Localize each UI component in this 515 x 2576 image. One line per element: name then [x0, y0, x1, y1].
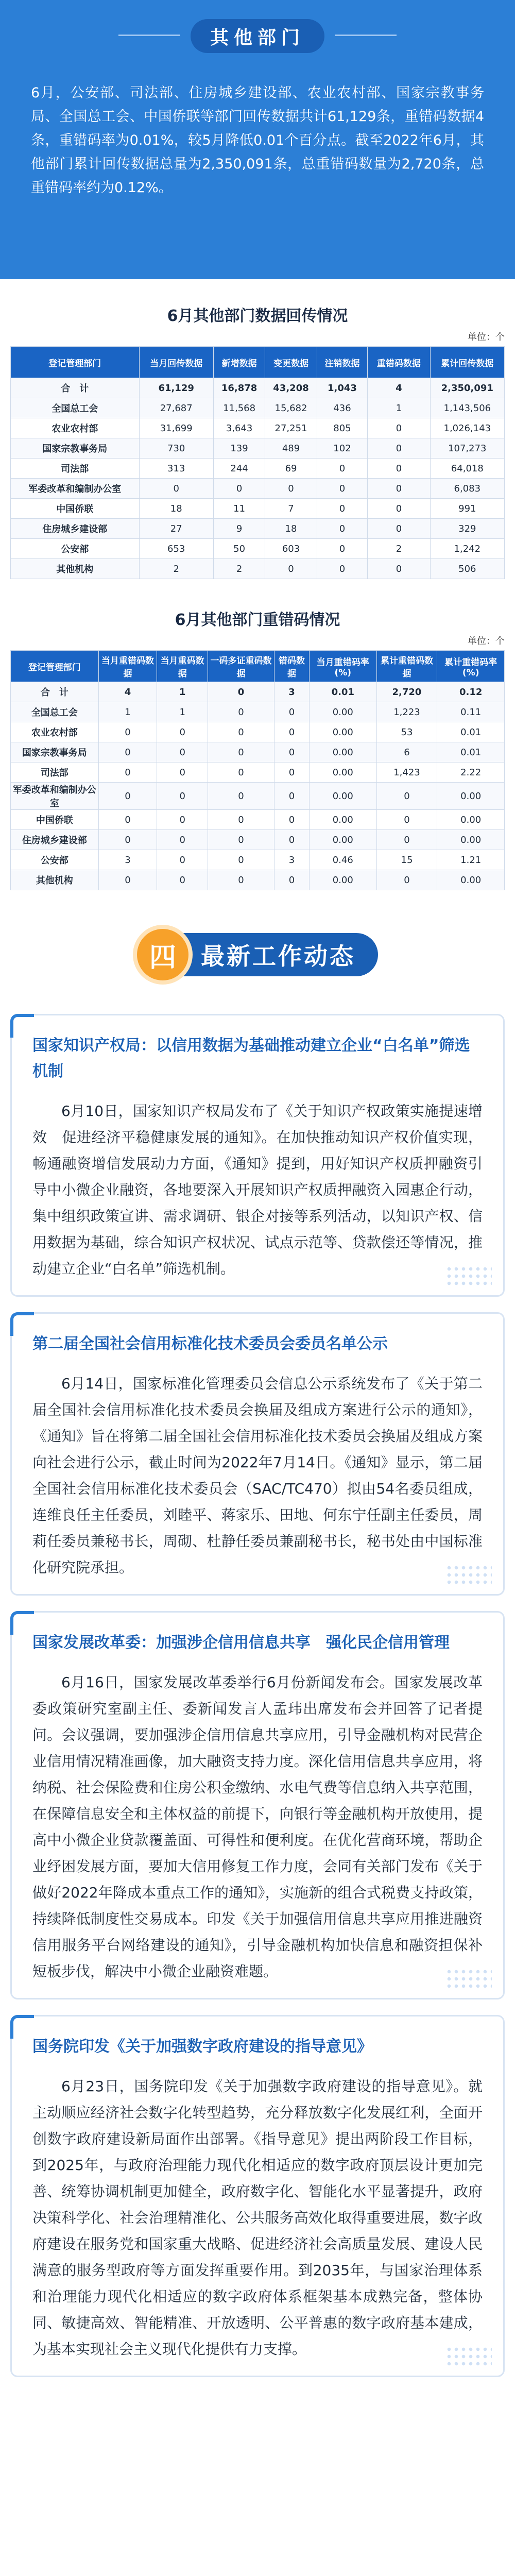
section-header-title: 最新工作动态 [165, 933, 378, 976]
table-cell: 0 [368, 559, 430, 579]
table-cell: 3 [274, 682, 310, 702]
table-cell: 0 [265, 559, 317, 579]
table-cell: 313 [139, 459, 213, 479]
table-row [11, 810, 505, 830]
table-row [11, 479, 505, 499]
table-cell: 0 [157, 810, 208, 830]
table-cell: 50 [213, 539, 265, 559]
table-cell: 11,568 [213, 398, 265, 418]
table-cell: 0 [368, 459, 430, 479]
table-cell: 2 [368, 539, 430, 559]
row-label-cell: 公安部 [11, 539, 140, 559]
news-card [10, 1014, 505, 1297]
table-cell: 0 [317, 519, 367, 539]
dots-decoration [445, 1968, 492, 1989]
news-body: 6月23日，国务院印发《关于加强数字政府建设的指导意见》。就主动顺应经济社会数字化转型趋势，充分释放数字化发展红利，全面开创数字政府建设新局面作出部署。《指导意见》提出两阶段工作目标，到2025年，与政府治理能力现代化相适应的数字政府顶层设计更加完善、统筹协调机制更加健全，政府数字化、智能化水平显著提升，政府决策科学化、社会治理精准化、公共服务高效化取得重要进展，数字政府建设在服务党和国家重大战略、促进经济社会高质量发展、建设人民满意的服务型政府等方面发挥重要作用。到2035年，与国家治理体系和治理能力现代化相适应的数字政府体系框架基本成熟完备，整体协同、敏捷高效、智能精准、开放透明、公平普惠的数字政府基本建成，为基本实现社会主义现代化提供有力支撑。 [32, 2078, 483, 2358]
row-label-cell: 公安部 [11, 850, 99, 870]
table-cell: 102 [317, 438, 367, 459]
table-cell: 0 [265, 479, 317, 499]
table-cell: 0.00 [309, 810, 376, 830]
row-label-cell: 全国总工会 [11, 398, 140, 418]
column-header: 一码多证重码数据 [208, 651, 274, 682]
row-label-cell: 农业农村部 [11, 418, 140, 438]
section-header-group [137, 929, 378, 980]
table-cell: 244 [213, 459, 265, 479]
dots-decoration [445, 2346, 492, 2366]
table-row [11, 742, 505, 762]
table-cell: 0 [157, 830, 208, 850]
corner-decoration [10, 1014, 34, 1038]
table-header-row [11, 347, 505, 378]
table-row [11, 438, 505, 459]
table-cell: 0 [208, 722, 274, 742]
table-cell: 805 [317, 418, 367, 438]
row-label-cell: 国家宗教事务局 [11, 742, 99, 762]
table-cell: 16,878 [213, 378, 265, 398]
table-cell: 0 [139, 479, 213, 499]
news-card [10, 1611, 505, 1999]
intro-paragraph: 6月，公安部、司法部、住房城乡建设部、农业农村部、国家宗教事务局、全国总工会、中国侨联等部门回传数据共计61,129条，重错码数据4条，重错码率为0.01%，较5月降低0.01个百分点。截至2022年6月，其他部门累计回传数据总量为2,350,091条，总重错码数量为2,720条，总重错码率约为0.12%。 [0, 72, 515, 279]
table-cell: 0 [157, 722, 208, 742]
table-cell: 0 [317, 479, 367, 499]
table-cell: 0.00 [437, 830, 505, 850]
table-cell: 4 [368, 378, 430, 398]
column-header: 新增数据 [213, 347, 265, 378]
row-label-cell: 司法部 [11, 459, 140, 479]
table-cell: 0.01 [437, 742, 505, 762]
table-cell: 0 [274, 783, 310, 810]
table-cell: 0 [368, 499, 430, 519]
table-cell: 0.00 [309, 830, 376, 850]
table-cell: 27,687 [139, 398, 213, 418]
table-cell: 1,242 [430, 539, 504, 559]
column-header: 错码数据 [274, 651, 310, 682]
table-cell: 1 [368, 398, 430, 418]
row-label-cell: 住房城乡建设部 [11, 519, 140, 539]
table-cell: 0 [208, 810, 274, 830]
table-cell: 2,350,091 [430, 378, 504, 398]
news-card [10, 2015, 505, 2377]
table-total-row [11, 378, 505, 398]
table-cell: 2 [139, 559, 213, 579]
table-cell: 991 [430, 499, 504, 519]
table-row [11, 559, 505, 579]
table-cell: 6,083 [430, 479, 504, 499]
table-row [11, 519, 505, 539]
error-code-table [10, 650, 505, 890]
table-cell: 6 [376, 742, 437, 762]
table-cell: 1,223 [376, 702, 437, 722]
table-header-row [11, 651, 505, 682]
dots-decoration [445, 1564, 492, 1585]
table-block-data-return [0, 279, 515, 589]
table-row [11, 398, 505, 418]
table-cell: 0.46 [309, 850, 376, 870]
table-cell: 15,682 [265, 398, 317, 418]
section-number-badge: 四 [137, 929, 188, 980]
table-cell: 1,043 [317, 378, 367, 398]
news-list [0, 993, 515, 2576]
table-cell: 0 [98, 810, 157, 830]
table-cell: 27 [139, 519, 213, 539]
news-headline: 国家知识产权局：以信用数据为基础推动建立企业“白名单”筛选机制 [32, 1037, 470, 1080]
table-cell: 3 [274, 850, 310, 870]
table-cell: 0 [376, 830, 437, 850]
table-cell: 2 [213, 559, 265, 579]
table-row [11, 702, 505, 722]
section-header [0, 916, 515, 993]
table-unit: 单位：个 [468, 636, 505, 647]
news-headline: 第二届全国社会信用标准化技术委员会委员名单公示 [32, 1335, 388, 1353]
table-cell: 0 [157, 762, 208, 783]
table-cell: 0 [208, 783, 274, 810]
table-cell: 107,273 [430, 438, 504, 459]
corner-decoration [10, 1312, 34, 1336]
table-cell: 0 [208, 702, 274, 722]
table-cell: 603 [265, 539, 317, 559]
table-cell: 0 [368, 438, 430, 459]
column-header: 当月回传数据 [139, 347, 213, 378]
table-row [11, 783, 505, 810]
table-cell: 0 [208, 850, 274, 870]
table-cell: 61,129 [139, 378, 213, 398]
table-block-error-code [0, 589, 515, 916]
table-cell: 15 [376, 850, 437, 870]
column-header: 累计重错码数据 [376, 651, 437, 682]
row-label-cell: 军委改革和编制办公室 [11, 479, 140, 499]
table-cell: 506 [430, 559, 504, 579]
table-cell: 31,699 [139, 418, 213, 438]
table-cell: 18 [265, 519, 317, 539]
table-cell: 730 [139, 438, 213, 459]
table-cell: 64,018 [430, 459, 504, 479]
table-cell: 0 [98, 870, 157, 890]
table-cell: 0.00 [309, 870, 376, 890]
table-cell: 2.22 [437, 762, 505, 783]
news-headline: 国家发展改革委：加强涉企信用信息共享 强化民企信用管理 [32, 1634, 450, 1652]
table-total-row [11, 682, 505, 702]
table-cell: 0 [317, 539, 367, 559]
table-row [11, 870, 505, 890]
table-cell: 0 [274, 762, 310, 783]
table-cell: 3,643 [213, 418, 265, 438]
table-cell: 0.11 [437, 702, 505, 722]
table-cell: 0.00 [309, 762, 376, 783]
table-cell: 489 [265, 438, 317, 459]
table-cell: 0 [317, 499, 367, 519]
table-row [11, 499, 505, 519]
table-cell: 1,423 [376, 762, 437, 783]
table-cell: 0.01 [309, 682, 376, 702]
column-header: 变更数据 [265, 347, 317, 378]
table-cell: 0 [376, 783, 437, 810]
table-cell: 0.00 [309, 742, 376, 762]
table-cell: 53 [376, 722, 437, 742]
table-cell: 0 [208, 682, 274, 702]
news-body: 6月16日，国家发展改革委举行6月份新闻发布会。国家发展改革委政策研究室副主任、委新闻发言人孟玮出席发布会并回答了记者提问。会议强调，要加强涉企信用信息共享应用，引导金融机构对民营企业信用情况精准画像，加大融资支持力度。深化信用信息共享应用，将纳税、社会保险费和住房公积金缴纳、水电气费等信息纳入共享范围，在保障信息安全和主体权益的前提下，向银行等金融机构开放使用，提高中小微企业贷款覆盖面、可得性和便利度。在优化营商环境，帮助企业纾困发展方面，要加大信用修复工作力度，会同有关部门发布《关于做好2022年降成本重点工作的通知》，实施新的组合式税费支持政策，持续降低制度性交易成本。印发《关于加强信用信息共享应用推进融资信用服务平台网络建设的通知》，引导金融机构加快信息和融资担保补短板步伐，解决中小微企业融资难题。 [32, 1674, 483, 1980]
news-card [10, 1312, 505, 1596]
table-cell: 7 [265, 499, 317, 519]
table-cell: 9 [213, 519, 265, 539]
table-cell: 0.00 [309, 702, 376, 722]
row-label-cell: 司法部 [11, 762, 99, 783]
table-row [11, 418, 505, 438]
table-cell: 0.00 [437, 783, 505, 810]
table-cell: 4 [98, 682, 157, 702]
table-title: 6月其他部门数据回传情况 [167, 307, 348, 325]
column-header: 登记管理部门 [11, 347, 140, 378]
table-cell: 0 [368, 418, 430, 438]
data-return-table [10, 346, 505, 579]
table-unit: 单位：个 [468, 332, 505, 343]
table-cell: 0 [274, 830, 310, 850]
corner-decoration [10, 2015, 34, 2039]
table-cell: 0 [376, 870, 437, 890]
table-cell: 436 [317, 398, 367, 418]
news-body: 6月10日，国家知识产权局发布了《关于知识产权政策实施提速增效 促进经济平稳健康发展的通知》。在加快推动知识产权价值实现，畅通融资增信发展动力方面，《通知》提到，用好知识产权质押融资引导中小微企业融资，各地要深入开展知识产权质押融资入园惠企行动，集中组织政策宣讲、需求调研、银企对接等系列活动，以知识产权、信用数据为基础，综合知识产权状况、试点示范等、贷款偿还等情况，推动建立企业“白名单”筛选机制。 [32, 1103, 483, 1277]
table-cell: 3 [98, 850, 157, 870]
row-label-cell: 合 计 [11, 682, 99, 702]
dots-decoration [445, 1265, 492, 1286]
table-cell: 0.12 [437, 682, 505, 702]
table-cell: 0 [274, 742, 310, 762]
table-cell: 0 [208, 762, 274, 783]
table-cell: 1 [157, 682, 208, 702]
column-header: 注销数据 [317, 347, 367, 378]
table-cell: 0 [208, 742, 274, 762]
row-label-cell: 国家宗教事务局 [11, 438, 140, 459]
column-header: 重错码数据 [368, 347, 430, 378]
table-cell: 0 [157, 783, 208, 810]
row-label-cell: 中国侨联 [11, 810, 99, 830]
table-row [11, 762, 505, 783]
table-cell: 1 [157, 702, 208, 722]
news-headline: 国务院印发《关于加强数字政府建设的指导意见》 [32, 2038, 372, 2056]
table-title: 6月其他部门重错码情况 [175, 611, 340, 629]
table-row [11, 539, 505, 559]
table-cell: 0 [98, 722, 157, 742]
row-label-cell: 中国侨联 [11, 499, 140, 519]
table-row [11, 722, 505, 742]
column-header: 累计重错码率(%) [437, 651, 505, 682]
table-cell: 69 [265, 459, 317, 479]
table-cell: 0 [274, 810, 310, 830]
table-cell: 0 [157, 742, 208, 762]
table-cell: 43,208 [265, 378, 317, 398]
table-cell: 0 [98, 762, 157, 783]
table-cell: 0 [274, 722, 310, 742]
row-label-cell: 其他机构 [11, 870, 99, 890]
row-label-cell: 农业农村部 [11, 722, 99, 742]
table-cell: 0 [98, 742, 157, 762]
table-cell: 27,251 [265, 418, 317, 438]
table-cell: 1,143,506 [430, 398, 504, 418]
row-label-cell: 合 计 [11, 378, 140, 398]
table-cell: 653 [139, 539, 213, 559]
row-label-cell: 军委改革和编制办公室 [11, 783, 99, 810]
table-cell: 0.00 [309, 783, 376, 810]
table-cell: 0 [98, 783, 157, 810]
table-cell: 0.01 [437, 722, 505, 742]
row-label-cell: 全国总工会 [11, 702, 99, 722]
section-banner [0, 0, 515, 72]
table-cell: 0 [368, 479, 430, 499]
table-cell: 0 [274, 870, 310, 890]
table-cell: 18 [139, 499, 213, 519]
table-cell: 1 [98, 702, 157, 722]
table-cell: 0 [274, 702, 310, 722]
column-header: 累计回传数据 [430, 347, 504, 378]
table-cell: 11 [213, 499, 265, 519]
table-cell: 0.00 [437, 870, 505, 890]
table-cell: 0 [157, 850, 208, 870]
table-cell: 0 [368, 519, 430, 539]
table-row [11, 850, 505, 870]
table-cell: 0 [317, 459, 367, 479]
row-label-cell: 其他机构 [11, 559, 140, 579]
column-header: 登记管理部门 [11, 651, 99, 682]
table-cell: 0 [208, 870, 274, 890]
table-row [11, 459, 505, 479]
column-header: 当月重码数据 [157, 651, 208, 682]
table-cell: 0 [208, 830, 274, 850]
table-cell: 2,720 [376, 682, 437, 702]
table-cell: 0 [98, 830, 157, 850]
table-cell: 0.00 [309, 722, 376, 742]
table-cell: 1,026,143 [430, 418, 504, 438]
table-cell: 329 [430, 519, 504, 539]
news-body: 6月14日，国家标准化管理委员会信息公示系统发布了《关于第二届全国社会信用标准化技术委员会换届及组成方案进行公示的通知》，《通知》旨在将第二届全国社会信用标准化技术委员会换届及组成方案向社会进行公示，截止时间为2022年7月14日。《通知》显示，第二届全国社会信用标准化技术委员会（SAC/TC470）拟由54名委员组成，连维良任主任委员，刘睦平、蒋家乐、田地、何东宁任副主任委员，周莉任委员兼秘书长，周砌、杜静任委员兼副秘书长，秘书处由中国标准化研究院承担。 [32, 1375, 483, 1576]
table-cell: 0 [376, 810, 437, 830]
table-cell: 0 [213, 479, 265, 499]
section-title: 其他部门 [191, 19, 324, 53]
column-header: 当月重错码率(%) [309, 651, 376, 682]
table-cell: 1.21 [437, 850, 505, 870]
column-header: 当月重错码数据 [98, 651, 157, 682]
corner-decoration [10, 1611, 34, 1635]
table-row [11, 830, 505, 850]
table-cell: 139 [213, 438, 265, 459]
table-cell: 0.00 [437, 810, 505, 830]
table-cell: 0 [157, 870, 208, 890]
row-label-cell: 住房城乡建设部 [11, 830, 99, 850]
table-cell: 0 [317, 559, 367, 579]
